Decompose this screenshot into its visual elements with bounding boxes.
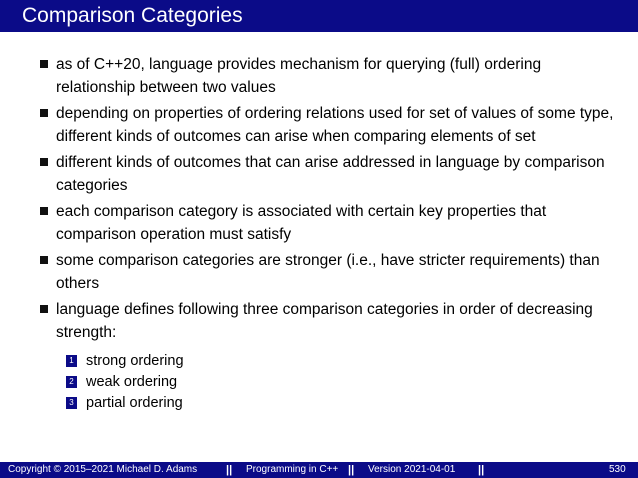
footer-course: Programming in C++ xyxy=(246,464,339,475)
bullet-item xyxy=(40,298,616,344)
bullet-square-icon xyxy=(40,60,48,68)
numbered-sublist xyxy=(66,351,638,414)
number-badge: 2 xyxy=(66,376,77,388)
sublist-item xyxy=(66,372,638,393)
bullet-item xyxy=(40,200,616,246)
sublist-item-text: partial ordering xyxy=(86,395,183,411)
bullet-square-icon xyxy=(40,158,48,166)
bullet-text: some comparison categories are stronger (i.e., have stricter requirements) than others xyxy=(56,252,600,292)
bullet-square-icon xyxy=(40,109,48,117)
number-badge: 3 xyxy=(66,397,77,409)
sublist-item xyxy=(66,393,638,414)
bullet-square-icon xyxy=(40,207,48,215)
bullet-text: different kinds of outcomes that can arise addressed in language by comparison categories xyxy=(56,154,605,194)
footer-copyright: Copyright © 2015–2021 Michael D. Adams xyxy=(8,464,198,475)
bullet-square-icon xyxy=(40,256,48,264)
sublist-item-text: weak ordering xyxy=(86,374,178,390)
bullet-item xyxy=(40,151,616,197)
bullet-square-icon xyxy=(40,305,48,313)
sublist-item-text: strong ordering xyxy=(86,353,184,369)
bullet-text: depending on properties of ordering relations used for set of values of some type, different kinds of outcomes can arise when comparing elements of set xyxy=(56,105,614,145)
bullet-text: language defines following three comparison categories in order of decreasing strength: xyxy=(56,301,593,341)
bullet-text: each comparison category is associated with certain key properties that comparison operation must satisfy xyxy=(56,203,547,243)
slide-title-bar xyxy=(0,0,638,32)
slide-content xyxy=(0,53,638,414)
footer-separator: || xyxy=(478,464,485,476)
number-badge: 1 xyxy=(66,355,77,367)
footer-version: Version 2021-04-01 xyxy=(368,464,456,475)
bullet-item xyxy=(40,249,616,295)
footer-separator: || xyxy=(226,464,233,476)
bullet-text: as of C++20, language provides mechanism for querying (full) ordering relationship between two values xyxy=(56,56,542,96)
bullet-item xyxy=(40,102,616,148)
bullet-item xyxy=(40,53,616,99)
sublist-item xyxy=(66,351,638,372)
footer-bar xyxy=(0,462,638,478)
slide-title: Comparison Categories xyxy=(22,4,243,27)
footer-page-number: 530 xyxy=(609,464,626,475)
footer-separator: || xyxy=(348,464,355,476)
